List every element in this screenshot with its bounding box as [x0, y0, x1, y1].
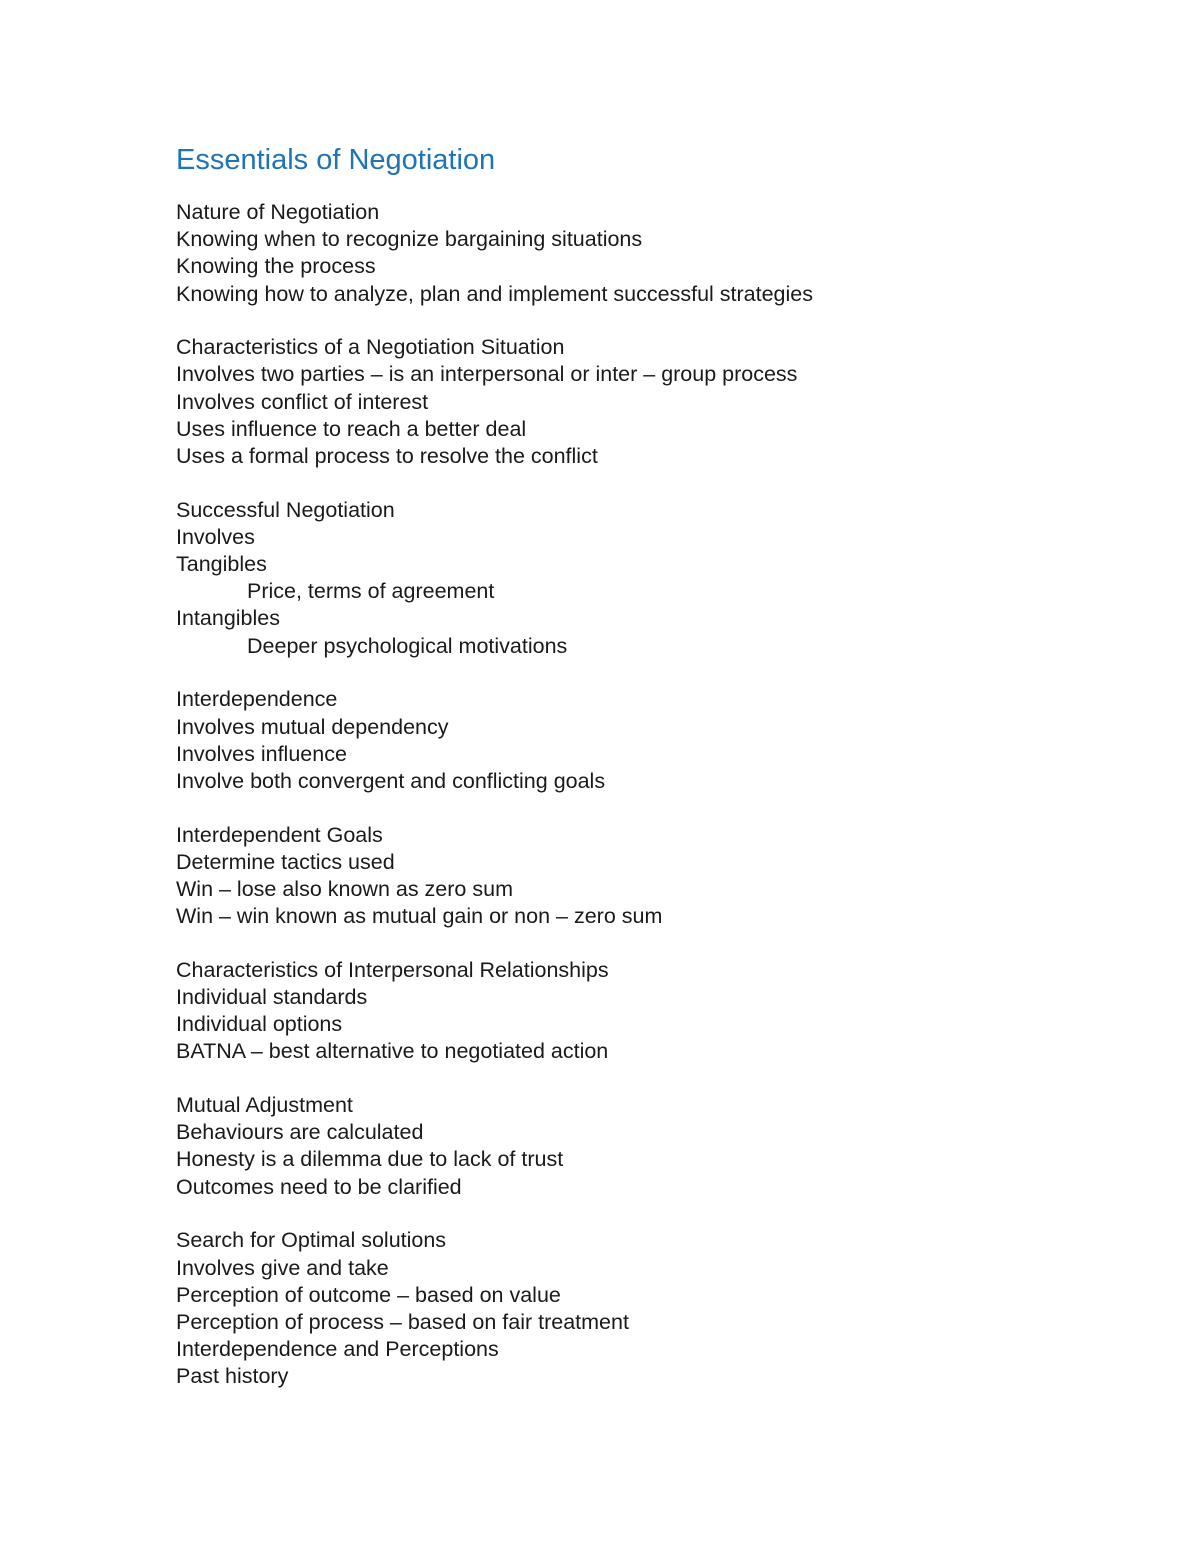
document-sections — [176, 199, 1076, 1390]
text-section — [176, 957, 1076, 1066]
text-line: Knowing the process — [176, 254, 376, 279]
text-line: Knowing how to analyze, plan and implement successful strategies — [176, 281, 813, 306]
text-line: Involve both convergent and conflicting goals — [176, 768, 606, 793]
text-line: Individual options — [176, 1012, 343, 1037]
text-section — [176, 822, 1076, 931]
text-line: Interdependence and Perceptions — [176, 1337, 499, 1362]
section-heading: Successful Negotiation — [176, 497, 395, 522]
text-line: Involves — [176, 524, 255, 549]
text-line: Knowing when to recognize bargaining situations — [176, 227, 643, 252]
document-title: Essentials of Negotiation — [176, 144, 496, 176]
text-line: Uses influence to reach a better deal — [176, 416, 527, 441]
text-line: BATNA – best alternative to negotiated action — [176, 1039, 609, 1064]
text-line: Win – win known as mutual gain or non – zero sum — [176, 904, 663, 929]
text-line: Involves influence — [176, 741, 347, 766]
text-section — [176, 497, 1076, 660]
text-line: Win – lose also known as zero sum — [176, 876, 513, 901]
text-line: Perception of outcome – based on value — [176, 1282, 561, 1307]
document-body — [176, 140, 1076, 1417]
section-heading: Interdependence — [176, 687, 338, 712]
text-section — [176, 199, 1076, 308]
text-line: Involves two parties – is an interpersonal or inter – group process — [176, 362, 798, 387]
section-heading: Nature of Negotiation — [176, 200, 380, 224]
section-heading: Search for Optimal solutions — [176, 1228, 447, 1253]
text-line: Determine tactics used — [176, 849, 395, 874]
text-line: Honesty is a dilemma due to lack of trust — [176, 1147, 564, 1172]
text-line: Past history — [176, 1364, 289, 1389]
text-line: Involves conflict of interest — [176, 389, 429, 414]
text-line: Intangibles — [176, 606, 280, 631]
text-line: Perception of process – based on fair treatment — [176, 1309, 629, 1334]
text-line: Involves give and take — [176, 1255, 389, 1280]
text-section — [176, 686, 1076, 795]
text-line: Involves mutual dependency — [176, 714, 449, 739]
section-heading: Characteristics of a Negotiation Situation — [176, 335, 565, 360]
sub-item-line: Price, terms of agreement — [247, 579, 495, 604]
text-section — [176, 334, 1076, 470]
text-section — [176, 1227, 1076, 1390]
section-heading: Mutual Adjustment — [176, 1093, 353, 1118]
section-heading: Interdependent Goals — [176, 822, 383, 847]
sub-item-line: Deeper psychological motivations — [247, 633, 568, 658]
text-line: Uses a formal process to resolve the conflict — [176, 444, 598, 468]
section-heading: Characteristics of Interpersonal Relationships — [176, 957, 609, 982]
text-section — [176, 1092, 1076, 1201]
text-line: Individual standards — [176, 985, 368, 1009]
text-line: Outcomes need to be clarified — [176, 1174, 462, 1199]
text-line: Behaviours are calculated — [176, 1120, 424, 1145]
text-line: Tangibles — [176, 552, 267, 577]
